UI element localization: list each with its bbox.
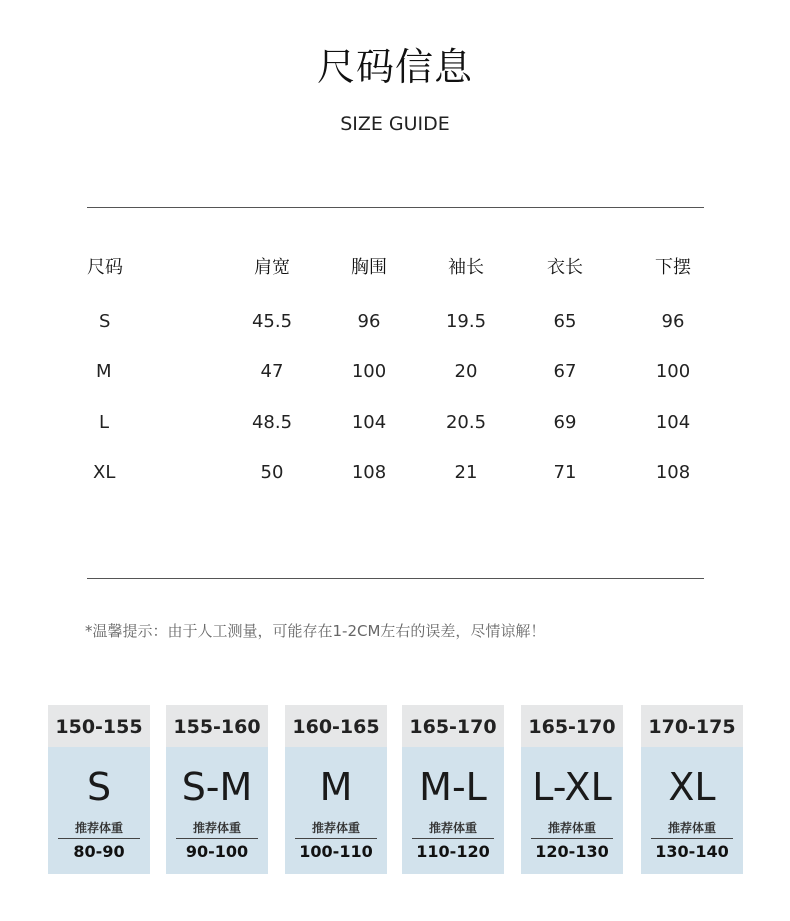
table-value-cell: 21: [454, 462, 478, 483]
table-value-cell: 96: [661, 311, 685, 332]
weight-label: 推荐体重: [311, 821, 360, 835]
table-size-cell: M: [96, 361, 112, 382]
table-value-cell: 108: [351, 462, 387, 483]
table-value-cell: 47: [260, 361, 284, 382]
table-value-cell: 69: [553, 412, 577, 433]
table-value-cell: 100: [351, 361, 387, 382]
table-header-cell: 胸围: [351, 257, 387, 278]
size-label: S-M: [181, 765, 253, 809]
table-value-cell: 104: [351, 412, 387, 433]
size-label: XL: [668, 765, 716, 809]
table-header-cell: 衣长: [547, 257, 583, 278]
table-header-cell: 肩宽: [254, 257, 290, 278]
size-card: [166, 705, 268, 874]
weight-divider: [176, 838, 258, 839]
size-label: M-L: [419, 765, 487, 809]
table-header-cell: 尺码: [87, 257, 123, 278]
weight-range: 100-110: [299, 842, 373, 861]
size-label: L-XL: [532, 765, 612, 809]
weight-range: 120-130: [535, 842, 609, 861]
weight-divider: [651, 838, 733, 839]
table-size-cell: L: [99, 412, 110, 433]
size-label: S: [86, 765, 112, 809]
table-top-rule: [87, 207, 704, 208]
table-header-cell: 袖长: [448, 257, 484, 278]
weight-divider: [58, 838, 140, 839]
height-range: 165-170: [521, 705, 623, 747]
weight-label: 推荐体重: [74, 821, 123, 835]
table-size-cell: XL: [93, 462, 116, 483]
table-value-cell: 96: [357, 311, 381, 332]
table-value-cell: 100: [655, 361, 691, 382]
table-value-cell: 19.5: [445, 311, 487, 332]
size-card: [641, 705, 743, 874]
height-range: 170-175: [641, 705, 743, 747]
table-value-cell: 67: [553, 361, 577, 382]
size-card: [521, 705, 623, 874]
weight-range: 90-100: [185, 842, 249, 861]
height-range: 155-160: [166, 705, 268, 747]
height-range: 160-165: [285, 705, 387, 747]
height-range: 150-155: [48, 705, 150, 747]
table-value-cell: 71: [553, 462, 577, 483]
size-card: [285, 705, 387, 874]
weight-label: 推荐体重: [667, 821, 716, 835]
table-value-cell: 45.5: [251, 311, 293, 332]
measurement-note: *温馨提示：由于人工测量，可能存在1-2CM左右的误差，尽情谅解！: [85, 622, 546, 640]
weight-label: 推荐体重: [428, 821, 477, 835]
table-bottom-rule: [87, 578, 704, 579]
weight-range: 80-90: [73, 842, 125, 861]
weight-divider: [412, 838, 494, 839]
table-value-cell: 104: [655, 412, 691, 433]
page-subtitle: SIZE GUIDE: [340, 113, 450, 135]
table-value-cell: 65: [553, 311, 577, 332]
weight-divider: [295, 838, 377, 839]
table-header-cell: 下摆: [655, 257, 691, 278]
height-range: 165-170: [402, 705, 504, 747]
size-card: [48, 705, 150, 874]
weight-label: 推荐体重: [547, 821, 596, 835]
table-value-cell: 48.5: [251, 412, 293, 433]
size-card: [402, 705, 504, 874]
page-title: 尺码信息: [316, 45, 473, 89]
weight-divider: [531, 838, 613, 839]
table-value-cell: 20.5: [445, 412, 487, 433]
table-value-cell: 108: [655, 462, 691, 483]
size-label: M: [319, 765, 353, 809]
weight-label: 推荐体重: [192, 821, 241, 835]
weight-range: 130-140: [655, 842, 729, 861]
weight-range: 110-120: [416, 842, 490, 861]
table-value-cell: 50: [260, 462, 284, 483]
table-value-cell: 20: [454, 361, 478, 382]
table-size-cell: S: [99, 311, 111, 332]
